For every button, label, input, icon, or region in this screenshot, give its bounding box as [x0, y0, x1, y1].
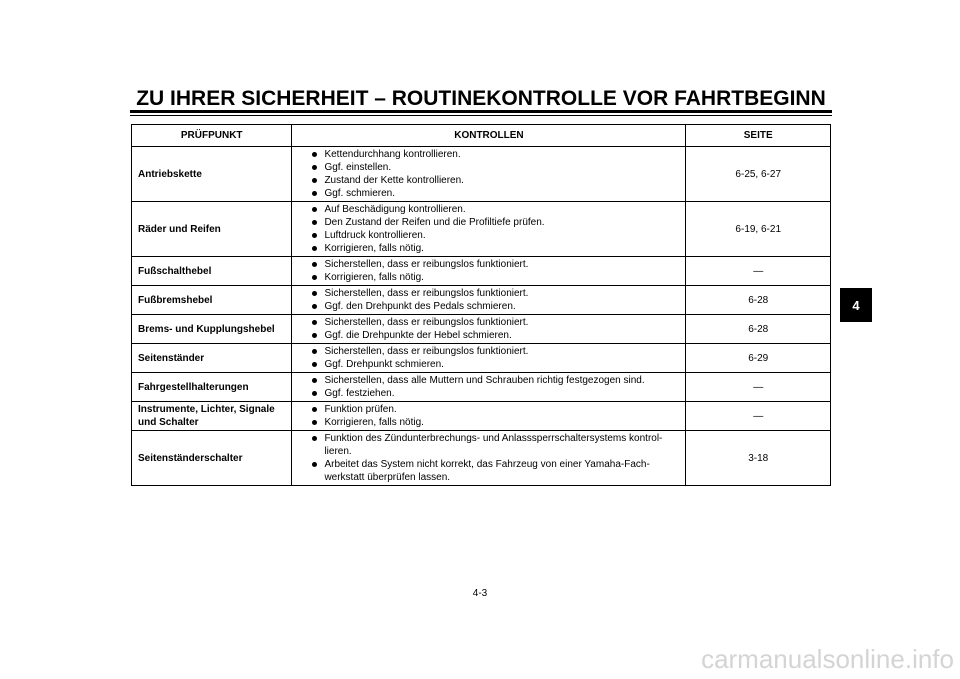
list-item: Sicherstellen, dass alle Muttern und Schrauben richtig festgezogen sind. [292, 374, 681, 387]
table-row [132, 147, 831, 202]
list-item: Korrigieren, falls nötig. [292, 242, 681, 255]
table-row [132, 344, 831, 373]
row-page: 6-19, 6-21 [686, 202, 831, 257]
row-checks [292, 147, 686, 202]
list-item: Den Zustand der Reifen und die Profiltiefe prüfen. [292, 216, 681, 229]
table-row [132, 373, 831, 402]
row-checks [292, 286, 686, 315]
list-item: Auf Beschädigung kontrollieren. [292, 203, 681, 216]
row-item: Antriebskette [132, 147, 292, 202]
list-item: Kettendurchhang kontrollieren. [292, 148, 681, 161]
row-page: — [686, 257, 831, 286]
row-item: Fahrgestellhalterungen [132, 373, 292, 402]
table-row [132, 402, 831, 431]
list-item: Funktion prüfen. [292, 403, 681, 416]
table-row [132, 286, 831, 315]
row-checks [292, 257, 686, 286]
list-item: Arbeitet das System nicht korrekt, das Fahrzeug von einer Yamaha-Fach-werkstatt überprüfen lassen. [292, 458, 681, 484]
row-item: Fußbremshebel [132, 286, 292, 315]
list-item: Sicherstellen, dass er reibungslos funktioniert. [292, 345, 681, 358]
list-item: Ggf. die Drehpunkte der Hebel schmieren. [292, 329, 681, 342]
page-number: 4-3 [472, 588, 488, 599]
row-page: 3-18 [686, 431, 831, 486]
list-item: Ggf. Drehpunkt schmieren. [292, 358, 681, 371]
page-title: ZU IHRER SICHERHEIT – ROUTINEKONTROLLE VOR FAHRTBEGINN [136, 87, 826, 110]
list-item: Luftdruck kontrollieren. [292, 229, 681, 242]
row-checks [292, 202, 686, 257]
row-checks [292, 402, 686, 431]
table-row [132, 431, 831, 486]
list-item: Sicherstellen, dass er reibungslos funktioniert. [292, 287, 681, 300]
list-item: Korrigieren, falls nötig. [292, 271, 681, 284]
row-page: 6-28 [686, 315, 831, 344]
row-item: Räder und Reifen [132, 202, 292, 257]
checklist-table [131, 124, 831, 486]
list-item: Ggf. den Drehpunkt des Pedals schmieren. [292, 300, 681, 313]
list-item: Ggf. einstellen. [292, 161, 681, 174]
row-checks [292, 344, 686, 373]
list-item: Sicherstellen, dass er reibungslos funktioniert. [292, 316, 681, 329]
row-item: Brems- und Kupplungshebel [132, 315, 292, 344]
section-tab: 4 [840, 288, 872, 322]
table-row [132, 315, 831, 344]
row-checks [292, 373, 686, 402]
watermark: carmanualsonline.info [701, 644, 954, 674]
list-item: Korrigieren, falls nötig. [292, 416, 681, 429]
table-row [132, 257, 831, 286]
list-item: Ggf. festziehen. [292, 387, 681, 400]
column-header-item: PRÜFPUNKT [132, 125, 292, 147]
row-item: Fußschalthebel [132, 257, 292, 286]
title-rule-thin [130, 115, 832, 116]
row-page: 6-29 [686, 344, 831, 373]
row-page: — [686, 402, 831, 431]
row-item: Seitenständer [132, 344, 292, 373]
list-item: Ggf. schmieren. [292, 187, 681, 200]
title-rule [130, 110, 832, 113]
table-header-row [132, 125, 831, 147]
list-item: Zustand der Kette kontrollieren. [292, 174, 681, 187]
row-checks [292, 315, 686, 344]
list-item: Funktion des Zündunterbrechungs- und Anlasssperrschaltersystems kontrol-lieren. [292, 432, 681, 458]
row-checks [292, 431, 686, 486]
list-item: Sicherstellen, dass er reibungslos funktioniert. [292, 258, 681, 271]
row-page: — [686, 373, 831, 402]
row-item: Instrumente, Lichter, Signale und Schalter [132, 402, 292, 431]
table-row [132, 202, 831, 257]
row-item: Seitenständerschalter [132, 431, 292, 486]
row-page: 6-25, 6-27 [686, 147, 831, 202]
row-page: 6-28 [686, 286, 831, 315]
column-header-checks: KONTROLLEN [292, 125, 686, 147]
column-header-page: SEITE [686, 125, 831, 147]
